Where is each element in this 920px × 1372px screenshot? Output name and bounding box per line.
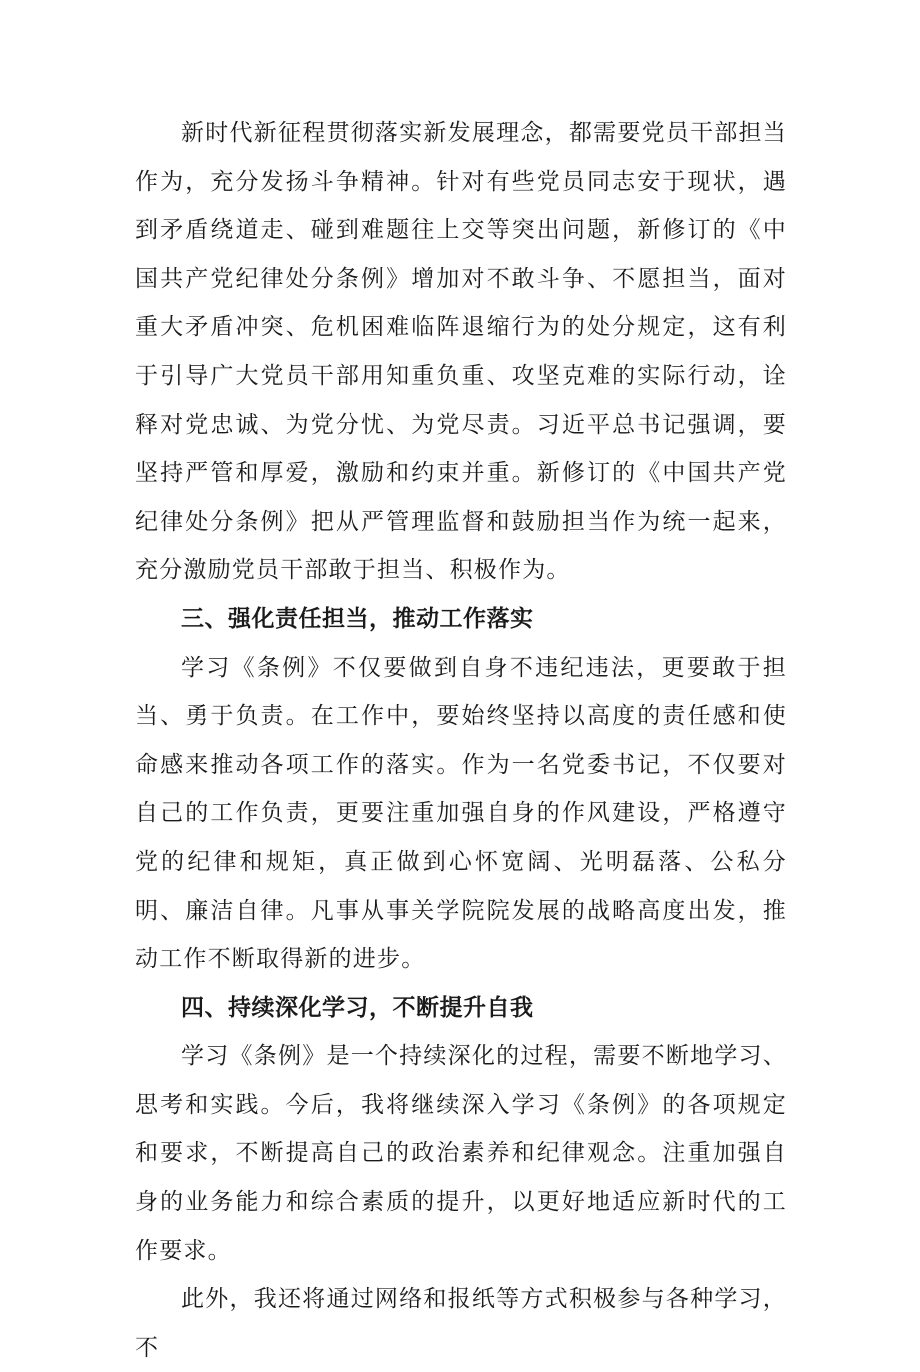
paragraph-1: 新时代新征程贯彻落实新发展理念，都需要党员干部担当作为，充分发扬斗争精神。针对有些党员同志安于现状，遇到矛盾绕道走、碰到难题往上交等突出问题，新修订的《中国共产党纪律处分条例》增加对不敢斗争、不愿担当，面对重大矛盾冲突、危机困难临阵退缩行为的处分规定，这有利于引导广大党员干部用知重负重、攻坚克难的实际行动，诠释对党忠诚、为党分忧、为党尽责。习近平总书记强调，要坚持严管和厚爱，激励和约束并重。新修订的《中国共产党纪律处分条例》把从严管理监督和鼓励担当作为统一起来，充分激励党员干部敢于担当、积极作为。: [135, 120, 787, 584]
paragraph-4: 此外，我还将通过网络和报纸等方式积极参与各种学习，不: [135, 1286, 787, 1361]
paragraph-3: 学习《条例》是一个持续深化的过程，需要不断地学习、思考和实践。今后，我将继续深入学习《条例》的各项规定和要求，不断提高自己的政治素养和纪律观念。注重加强自身的业务能力和综合素质的提升，以更好地适应新时代的工作要求。: [135, 1043, 787, 1264]
paragraph-2: 学习《条例》不仅要做到自身不违纪违法，更要敢于担当、勇于负责。在工作中，要始终坚持以高度的责任感和使命感来推动各项工作的落实。作为一名党委书记，不仅要对自己的工作负责，更要注重加强自身的作风建设，严格遵守党的纪律和规矩，真正做到心怀宽阔、光明磊落、公私分明、廉洁自律。凡事从事关学院院发展的战略高度出发，推动工作不断取得新的进步。: [135, 654, 787, 973]
section-heading-4: 四、持续深化学习，不断提升自我: [181, 994, 534, 1021]
document-body: [135, 109, 787, 1372]
section-heading-3: 三、强化责任担当，推动工作落实: [181, 605, 534, 632]
